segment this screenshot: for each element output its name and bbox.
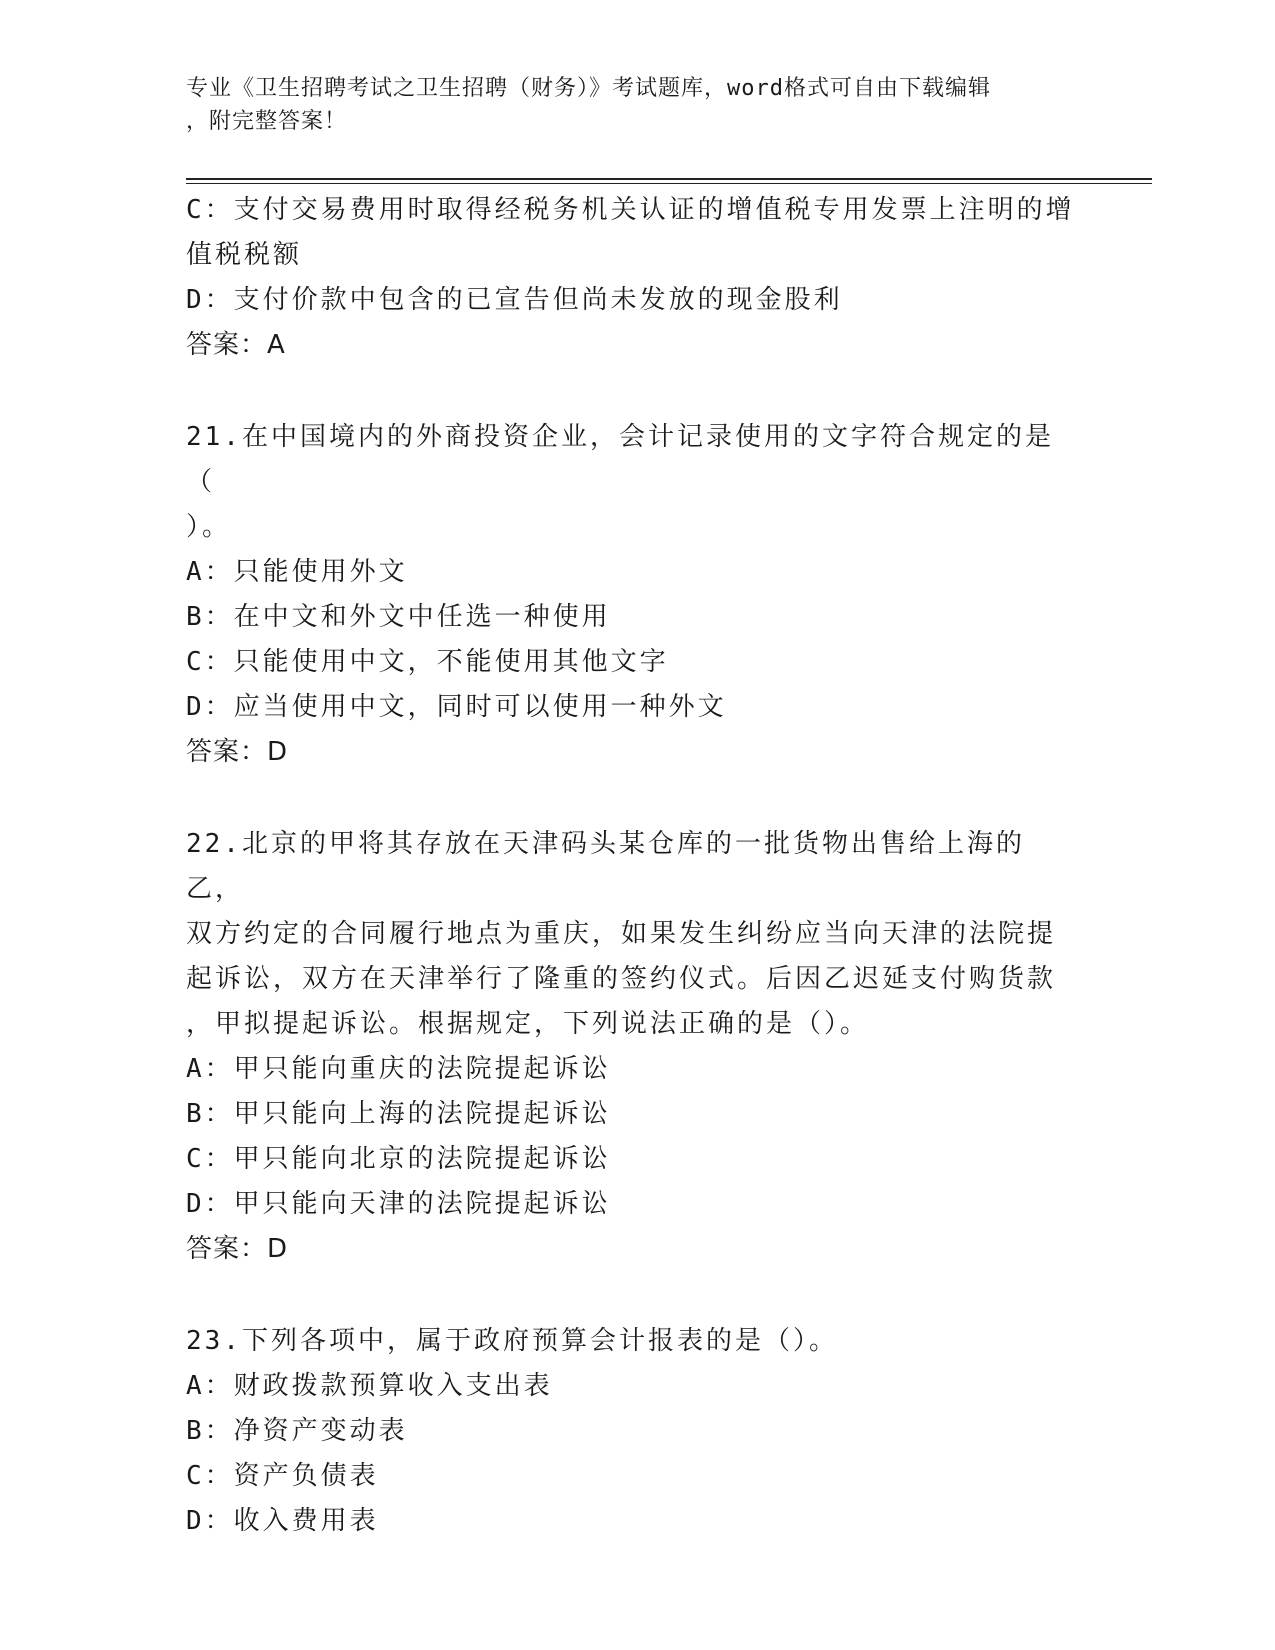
option-c: C：只能使用中文，不能使用其他文字 — [186, 647, 669, 677]
option-c: C：资产负债表 — [186, 1461, 379, 1491]
spacer — [186, 1272, 1076, 1319]
question-21 — [186, 415, 1076, 775]
option-b: B：甲只能向上海的法院提起诉讼 — [186, 1099, 611, 1129]
option-c: C：甲只能向北京的法院提起诉讼 — [186, 1144, 611, 1174]
question-stem: 21.在中国境内的外商投资企业，会计记录使用的文字符合规定的是（ — [186, 422, 1054, 497]
option-d: D：应当使用中文，同时可以使用一种外文 — [186, 692, 727, 722]
question-stem-continued: 双方约定的合同履行地点为重庆，如果发生纠纷应当向天津的法院提 — [186, 919, 1057, 949]
option-d: D：支付价款中包含的已宣告但尚未发放的现金股利 — [186, 285, 843, 315]
header-line-2: ，附完整答案！ — [186, 109, 348, 134]
option-c-continued: 值税税额 — [186, 240, 303, 270]
answer: 答案：D — [186, 1234, 289, 1264]
header-divider-thick — [186, 178, 1152, 180]
question-stem-continued: ）。 — [186, 512, 232, 542]
question-stem: 22.北京的甲将其存放在天津码头某仓库的一批货物出售给上海的乙， — [186, 829, 1025, 904]
question-stem-continued: ，甲拟提起诉讼。根据规定，下列说法正确的是（）。 — [186, 1009, 870, 1039]
question-stem-continued: 起诉讼，双方在天津举行了隆重的签约仪式。后因乙迟延支付购货款 — [186, 964, 1057, 994]
document-header — [186, 72, 1066, 138]
option-d: D：甲只能向天津的法院提起诉讼 — [186, 1189, 611, 1219]
option-a: A：甲只能向重庆的法院提起诉讼 — [186, 1054, 611, 1084]
question-stem: 23.下列各项中，属于政府预算会计报表的是（）。 — [186, 1326, 838, 1356]
header-line-1: 专业《卫生招聘考试之卫生招聘（财务）》考试题库，word格式可自由下载编辑 — [186, 76, 991, 101]
option-a: A：只能使用外文 — [186, 557, 408, 587]
answer: 答案：D — [186, 737, 289, 767]
option-b: B：在中文和外文中任选一种使用 — [186, 602, 611, 632]
question-list — [186, 188, 1076, 1544]
option-c: C：支付交易费用时取得经税务机关认证的增值税专用发票上注明的增 — [186, 195, 1075, 225]
spacer — [186, 368, 1076, 415]
question-20-tail — [186, 188, 1076, 368]
question-23 — [186, 1319, 1076, 1544]
spacer — [186, 775, 1076, 822]
option-a: A：财政拨款预算收入支出表 — [186, 1371, 553, 1401]
option-d: D：收入费用表 — [186, 1506, 379, 1536]
answer: 答案：A — [186, 330, 286, 360]
header-divider-thin — [186, 183, 1152, 184]
question-22 — [186, 822, 1076, 1272]
option-b: B：净资产变动表 — [186, 1416, 408, 1446]
